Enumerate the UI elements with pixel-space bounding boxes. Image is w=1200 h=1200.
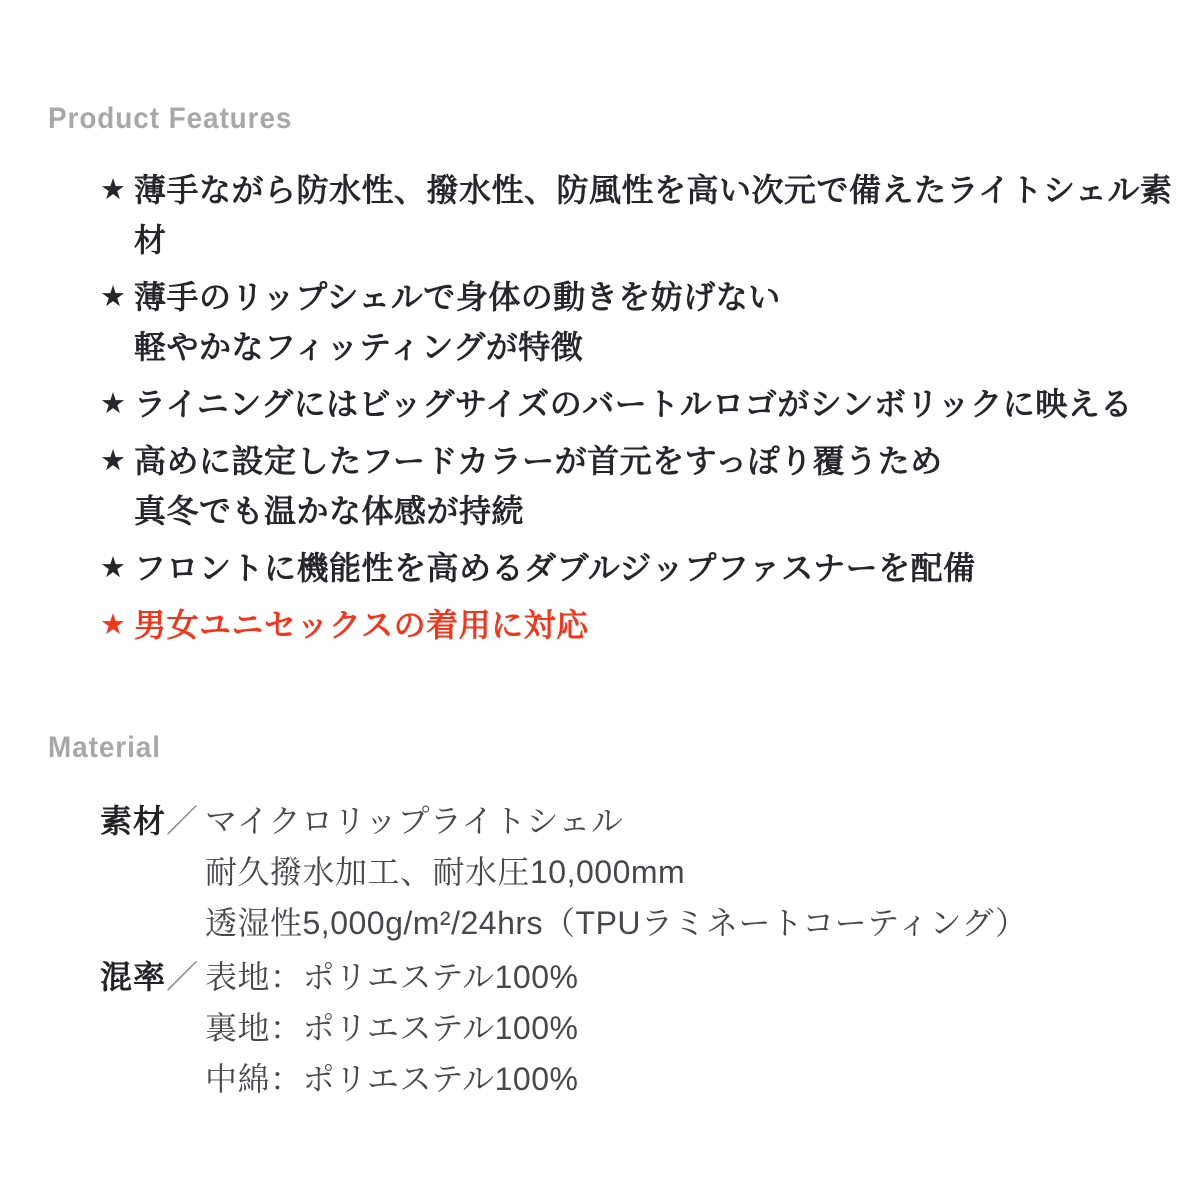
feature-line: 高めに設定したフードカラーが首元をすっぽり覆うため xyxy=(134,443,943,479)
feature-text xyxy=(134,379,1133,429)
material-heading: Material xyxy=(48,731,161,764)
material-line: 裏地：ポリエステル100% xyxy=(205,1010,579,1046)
feature-text xyxy=(134,436,943,536)
material-line: 表地：ポリエステル100% xyxy=(205,959,579,995)
feature-item xyxy=(100,379,1180,429)
feature-item-unisex-highlight xyxy=(100,600,1180,650)
material-line: 透湿性5,000g/m²/24hrs（TPUラミネートコーティング） xyxy=(205,905,1028,941)
material-label: 素材 xyxy=(100,803,167,839)
feature-item xyxy=(100,272,1180,372)
product-features-heading: Product Features xyxy=(48,102,293,135)
feature-text xyxy=(134,165,1180,265)
slash-separator: ／ xyxy=(166,959,199,995)
feature-line: ライニングにはビッグサイズのバートルロゴがシンボリックに映える xyxy=(134,386,1133,422)
material-lines xyxy=(205,796,1028,949)
material-line: 耐久撥水加工、耐水圧10,000mm xyxy=(205,854,686,890)
feature-item xyxy=(100,436,1180,536)
material-line: マイクロリップライトシェル xyxy=(205,803,624,839)
material-list xyxy=(100,796,1180,1105)
star-icon: ★ xyxy=(100,609,126,641)
star-icon: ★ xyxy=(100,281,126,313)
feature-line: 真冬でも温かな体感が持続 xyxy=(134,493,525,529)
star-icon: ★ xyxy=(100,388,126,420)
feature-item xyxy=(100,543,1180,593)
feature-line: 薄手ながら防水性、撥水性、防風性を高い次元で備えたライトシェル素材 xyxy=(134,172,1173,258)
feature-item xyxy=(100,165,1180,265)
feature-text xyxy=(134,600,589,650)
material-group-fabric xyxy=(100,796,1180,949)
star-icon: ★ xyxy=(100,174,126,206)
feature-text xyxy=(134,543,976,593)
slash-separator: ／ xyxy=(166,803,199,839)
material-group-head xyxy=(100,952,205,1003)
feature-line: 薄手のリップシェルで身体の動きを妨げない xyxy=(134,279,781,315)
features-list xyxy=(100,165,1180,650)
feature-line: 軽やかなフィッティングが特徴 xyxy=(134,329,584,365)
material-group-head xyxy=(100,796,205,847)
material-group-composition xyxy=(100,952,1180,1105)
star-icon: ★ xyxy=(100,445,126,477)
feature-line: フロントに機能性を高めるダブルジップファスナーを配備 xyxy=(134,550,976,586)
material-line: 中綿：ポリエステル100% xyxy=(205,1061,579,1097)
star-icon: ★ xyxy=(100,552,126,584)
feature-text xyxy=(134,272,781,372)
material-label: 混率 xyxy=(100,959,167,995)
feature-line: 男女ユニセックスの着用に対応 xyxy=(134,607,589,643)
material-lines xyxy=(205,952,578,1105)
